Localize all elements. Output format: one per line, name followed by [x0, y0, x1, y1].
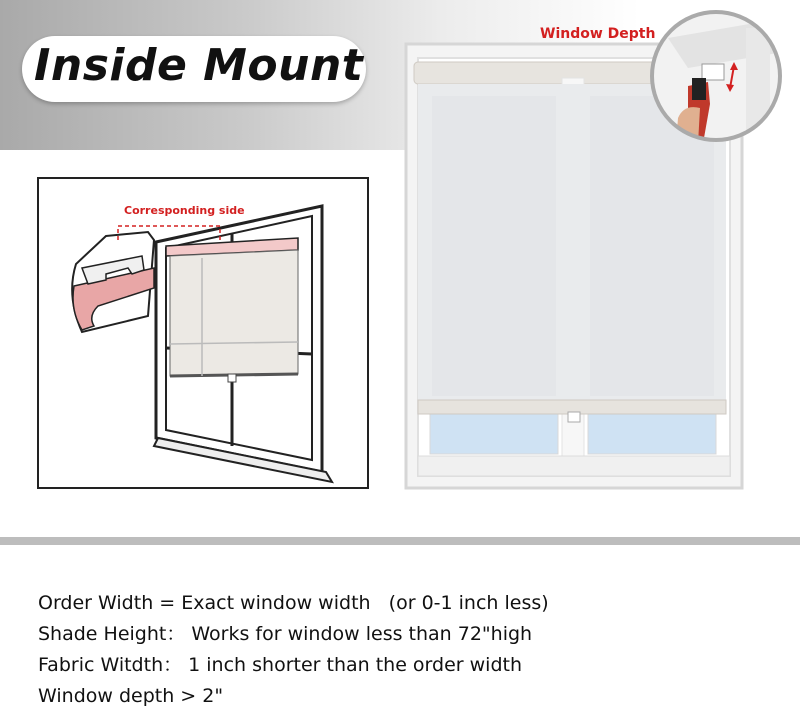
window-diagram-illustration [36, 176, 370, 490]
section-divider [0, 537, 800, 545]
window-depth-label: Window Depth [540, 26, 656, 42]
spec-order-width: Order Width = Exact window width (or 0-1 inch less) [38, 592, 549, 614]
spec-fabric-width: Fabric Witdth： 1 inch shorter than the order width [38, 654, 523, 676]
corresponding-side-label: Corresponding side [124, 204, 245, 217]
spec-window-depth: Window depth > 2" [38, 685, 224, 707]
spec-list [38, 588, 549, 712]
page-title: Inside Mount [34, 40, 364, 91]
drill-inset-photo [648, 8, 784, 144]
spec-shade-height: Shade Height： Works for window less than 72"high [38, 623, 533, 645]
